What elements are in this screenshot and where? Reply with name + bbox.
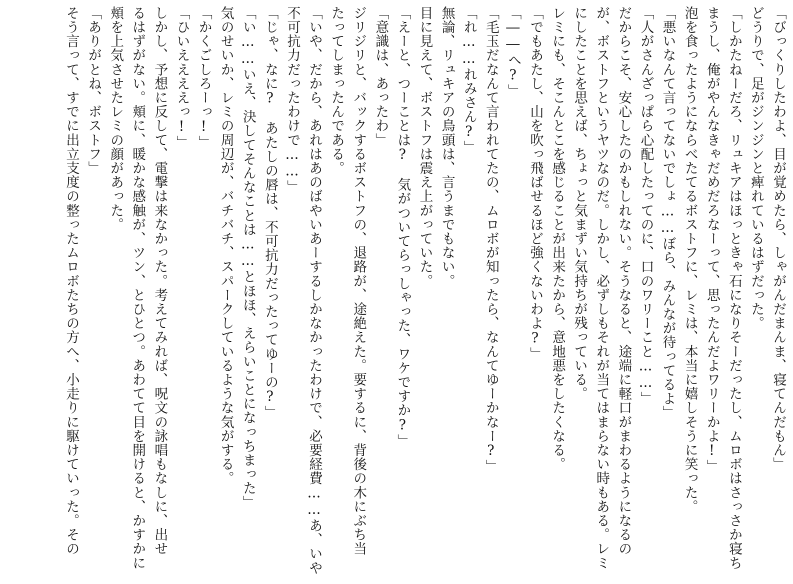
text-line: 不可抗力だったわけで……」 xyxy=(283,6,300,195)
vertical-body-text xyxy=(4,6,789,578)
text-line: 「じゃ、なに? あたしの唇は、不可抗力だったってゆーの?」 xyxy=(261,6,278,420)
text-line: しかし、予想に反して、電撃は来なかった。考えてみれば、呪文の詠唱もなしに、出せ xyxy=(151,6,168,556)
text-line: 気のせいか、レミの周辺が、バチバチ、スパークしているような気がする。 xyxy=(217,6,234,486)
text-line: 「かくごしろーっ!」 xyxy=(195,6,212,150)
text-line: 泡を食ったようにならべたてるボストフに、レミは、本当に嬉しそうに笑った。 xyxy=(681,6,698,514)
text-line: 「れ……れみさん?」 xyxy=(460,6,477,155)
text-line: 「びっくりしたわよ、目が覚めたら、しゃがんだまんま、寝てんだもん」 xyxy=(770,6,786,472)
text-line: るはずがない。頬に、暖かな感触が、ツン、とひとつ。あわてて目を開けると、かすかに xyxy=(129,6,146,570)
text-line: 「えーと、つーことは? 気がついてらっしゃった、ワケですか?」 xyxy=(394,6,411,449)
text-line: まうし、俺がやんなきゃだめだろなーって、思ったんだよワリーかよ!」 xyxy=(703,6,720,474)
text-line: 頬を上気させたレミの顔があった。 xyxy=(107,6,124,232)
text-line: 「悪いなんて言ってないでしょ……ぼら、みんなが待ってるよ」 xyxy=(659,6,676,420)
text-line: 「でもあたし、山を吹っ飛ばせるほど強くないわよ?」 xyxy=(526,6,543,361)
text-line: 「意識は、あったわ」 xyxy=(372,6,389,147)
text-line: が、ボストフというヤツなのだ。しかし、必ずしもそれが当てはまらない時もある。レミ xyxy=(593,6,610,570)
text-line: ジリジリと、バックするボストフの、退路が、途絶えた。要するに、背後の木にぶち当 xyxy=(350,6,367,556)
text-line: 「ありがとね、ボストフ」 xyxy=(85,6,102,176)
text-line: にしたことを思えば、ちょっと気まずい気持ちが残っている。 xyxy=(571,6,588,401)
text-line: そう言って、すでに出立支度の整ったムロボたちの方へ、小走りに駆けていった。その xyxy=(63,6,79,556)
text-line: 目に見えて、ボストフは震え上がっていた。 xyxy=(416,6,433,288)
text-line: 「い……いえ、決してそんなことは……とほほ、えらいことになっちまった」 xyxy=(239,6,256,510)
text-line: 「いや、だから、あれはあのばやいあーするしかなかったわけで、必要経費……あ、いや xyxy=(306,6,323,575)
text-line: 「しかたねーだろ、リュキアはほっときゃ石になりそーだったし、ムロボはさっさか寝ち xyxy=(725,6,742,570)
text-line: 「毛玉だなんて言われてたの、ムロボが知ったら、なんてゆーかなー?」 xyxy=(482,6,499,474)
text-line: だからこそ、安心したのかもしれない。そうなると、途端に軽口がまわるようになるの xyxy=(615,6,632,556)
text-line: たってしまったんである。 xyxy=(328,6,345,176)
text-line: 「ひいええええっ!」 xyxy=(173,6,190,150)
text-line: 「――へ?」 xyxy=(504,6,521,99)
text-line: レミにも、そこんとこを感じることが出来たから、意地悪をしたくなる。 xyxy=(549,6,566,472)
text-line: 「人がさんざっぱら心配したってのに、口のワリーこと……」 xyxy=(637,6,654,406)
text-line: 無論、リュキアの鳥頭は、言うまでもない。 xyxy=(438,6,455,288)
text-line: どうりで、足がジンジンと痺れているはずだった。 xyxy=(747,6,764,331)
